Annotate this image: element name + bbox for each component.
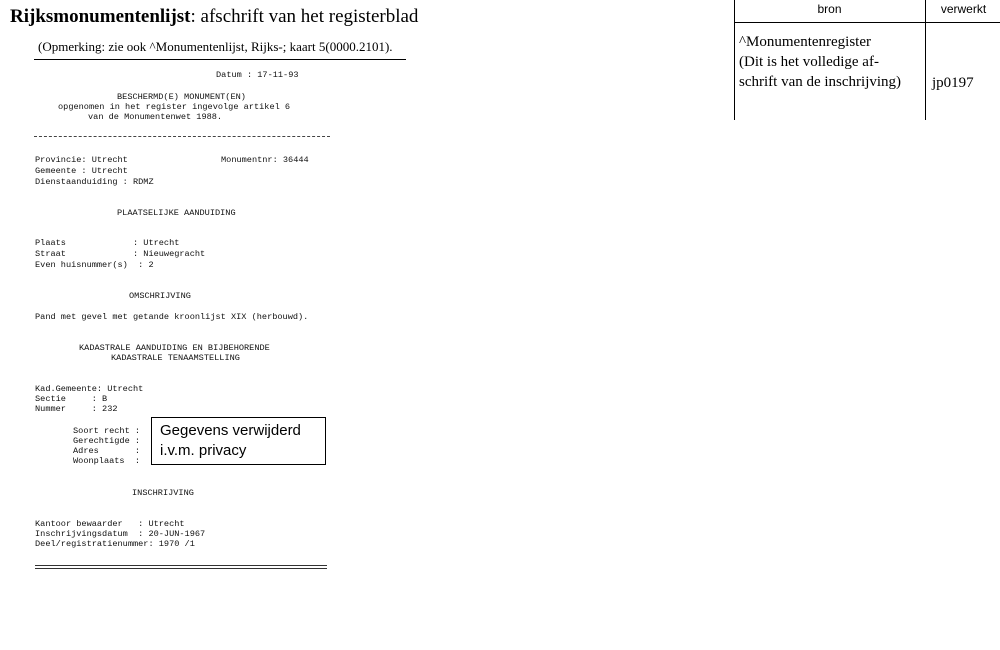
scan-plaats: Plaats : Utrecht <box>35 238 180 248</box>
scan-woonplaats: Woonplaats : <box>73 456 141 466</box>
privacy-notice-line-2: i.v.m. privacy <box>160 442 247 459</box>
page-title <box>10 6 418 28</box>
scan-kadastraal-heading-2: KADASTRALE TENAAMSTELLING <box>111 353 240 363</box>
privacy-notice-line-1: Gegevens verwijderd <box>160 422 301 439</box>
scan-gerechtigde: Gerechtigde : <box>73 436 141 446</box>
verwerkt-value: jp0197 <box>932 75 974 91</box>
bron-line-3: schrift van de inschrijving) <box>739 74 902 90</box>
scan-kadastraal-heading-1: KADASTRALE AANDUIDING EN BIJBEHORENDE <box>79 343 270 353</box>
table-header-rule <box>734 22 1000 23</box>
scan-dienstaanduiding: Dienstaanduiding : RDMZ <box>35 177 154 187</box>
scan-omschrijving: Pand met gevel met getande kroonlijst XIX (herbouwd). <box>35 312 309 322</box>
scan-monumentnr: Monumentnr: 36444 <box>221 155 309 165</box>
column-header-bron: bron <box>817 2 842 16</box>
scan-plaatselijke-heading: PLAATSELIJKE AANDUIDING <box>117 208 236 218</box>
source-table <box>734 0 1000 120</box>
note-underline <box>34 59 406 60</box>
column-header-verwerkt: verwerkt <box>940 2 987 16</box>
scan-provincie: Provincie: Utrecht <box>35 155 128 165</box>
scan-end-rule-1 <box>35 565 327 566</box>
scan-deel: Deel/registratienummer: 1970 /1 <box>35 539 195 549</box>
scan-soort-recht: Soort recht : <box>73 426 141 436</box>
scan-kad-gemeente: Kad.Gemeente: Utrecht <box>35 384 144 394</box>
table-column-divider <box>925 0 926 120</box>
scan-heading-line-1: BESCHERMD(E) MONUMENT(EN) <box>117 92 246 102</box>
page-title-bold: Rijksmonumentenlijst <box>10 6 191 27</box>
page-title-rest: : afschrift van het registerblad <box>190 6 419 27</box>
scan-adres: Adres : <box>73 446 141 456</box>
scan-inschrijving-heading: INSCHRIJVING <box>132 488 194 498</box>
scan-nummer: Nummer : 232 <box>35 404 118 414</box>
scan-heading-line-3: van de Monumentenwet 1988. <box>88 112 223 122</box>
privacy-notice-box <box>151 417 326 465</box>
scan-omschrijving-heading: OMSCHRIJVING <box>129 291 191 301</box>
scan-gemeente: Gemeente : Utrecht <box>35 166 128 176</box>
scan-straat: Straat : Nieuwegracht <box>35 249 206 259</box>
scan-end-rule-2 <box>35 568 327 569</box>
scan-separator <box>34 136 330 137</box>
scan-heading-line-2: opgenomen in het register ingevolge artikel 6 <box>58 102 291 112</box>
scan-huisnummer: Even huisnummer(s) : 2 <box>35 260 154 270</box>
table-border-left <box>734 0 735 120</box>
scan-sectie: Sectie : B <box>35 394 108 404</box>
scan-kantoor: Kantoor bewaarder : Utrecht <box>35 519 185 529</box>
scan-datum: Datum : 17-11-93 <box>216 70 299 80</box>
cross-reference-note: (Opmerking: zie ook ^Monumentenlijst, Rijks-; kaart 5(0000.2101). <box>38 39 393 54</box>
scan-inschrijvingsdatum: Inschrijvingsdatum : 20-JUN-1967 <box>35 529 206 539</box>
bron-line-1: ^Monumentenregister <box>739 34 872 50</box>
bron-line-2: (Dit is het volledige af- <box>739 54 879 70</box>
